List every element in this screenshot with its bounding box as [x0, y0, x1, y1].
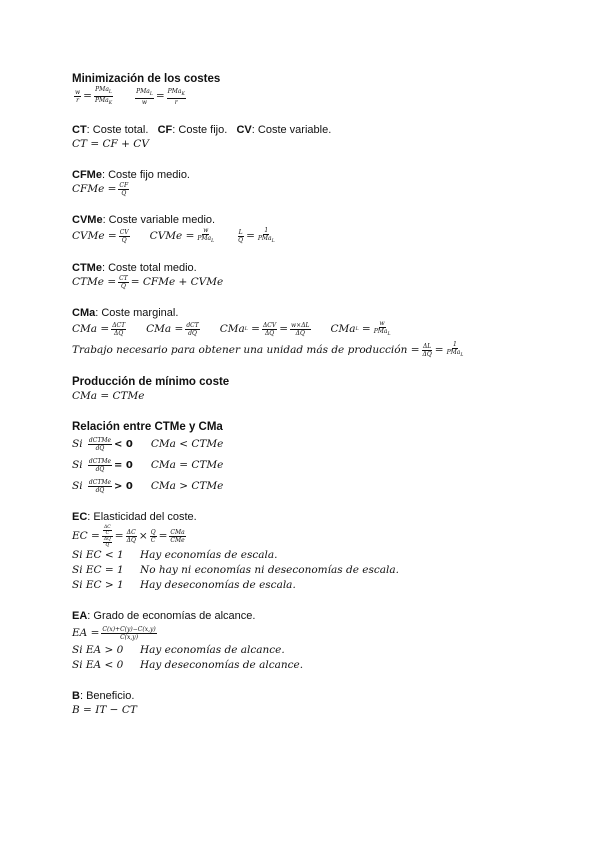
definition-cvme: CVMe: Coste variable medio.: [72, 214, 216, 226]
formula-beneficio: B = IT − CT: [72, 704, 137, 716]
formula-ea: EA = $\frac{C(x)+C(y)-C(x,y)}{C(x,y)}$: [72, 625, 156, 641]
section-title-relacion: Relación entre CTMe y CMa: [72, 421, 223, 433]
formula-cma: CMa = $\frac{\text{ΔCT}}{\Delta Q}$ CMa = $\frac{\text{dCT}}{dQ}$ CMa L = $\frac{\text{ΔCV}}{\Delta Q}$ = $\frac{w\times\Delta L}{\Delta Q}$ CMa L = $\frac{w}{PMa_L}$: [72, 320, 391, 337]
ec-row: Si EC = 1 No hay ni economías ni deseconomías de escala.: [72, 564, 399, 576]
formula-trabajo-necesario: Trabajo necesario para obtener una unidad más de producción = $\frac{\Delta L}{\Delta Q}$ = $\frac{1}{PMa_L}$: [72, 341, 464, 358]
definition-cfme: CFMe: Coste fijo medio.: [72, 169, 190, 181]
definition-ec: EC: Elasticidad del coste.: [72, 511, 197, 523]
definition-beneficio: B: Beneficio.: [72, 690, 135, 702]
formula-ctme: CTMe = $\frac{CT}{Q}$ = CFMe + CVMe: [72, 275, 224, 290]
definition-ea: EA: Grado de economías de alcance.: [72, 610, 256, 622]
definition-ctme: CTMe: Coste total medio.: [72, 262, 197, 274]
document-page: [72, 72, 542, 718]
definition-cma: CMa: Coste marginal.: [72, 307, 179, 319]
fraction-w-r: $\frac{w}{r}$: [75, 89, 81, 104]
ec-row: Si EC > 1 Hay deseconomías de escala.: [72, 579, 296, 591]
ec-row: Si EC < 1 Hay economías de escala.: [72, 549, 278, 561]
fraction-pmal-pmak: $\frac{PMa_L}{PMa_K}$: [94, 86, 113, 106]
section-title-produccion: Producción de mínimo coste: [72, 376, 230, 388]
ea-row: Si EA > 0 Hay economías de alcance.: [72, 644, 285, 656]
formula-cfme: CFMe = $\frac{CF}{Q}$: [72, 182, 129, 197]
formula-ct: CT = CF + CV: [72, 138, 149, 150]
formula-produccion: CMa = CTMe: [72, 390, 145, 402]
definitions-ct-cf-cv: CT: Coste total. CF: Coste fijo. CV: Coste variable.: [72, 124, 332, 136]
relacion-row: Si $\frac{\text{dCTMe}}{dQ}$ < 0 CMa < CTMe: [72, 437, 224, 452]
relacion-rows: [72, 434, 542, 497]
ea-row: Si EA < 0 Hay deseconomías de alcance.: [72, 659, 304, 671]
formula-minimizacion: $\frac{w}{r}$ = $\frac{PMa_L}{PMa_K}$ $\frac{PMa_L}{w}$ = $\frac{PMa_K}{r}$: [75, 86, 185, 106]
fraction-pmak-r: $\frac{PMa_K}{r}$: [167, 87, 185, 106]
section-title-minimizacion: Minimización de los costes: [72, 73, 221, 85]
relacion-row: Si $\frac{\text{dCTMe}}{dQ}$ > 0 CMa > CTMe: [72, 479, 224, 494]
relacion-row: Si $\frac{\text{dCTMe}}{dQ}$ = 0 CMa = CTMe: [72, 458, 224, 473]
formula-cvme: CVMe = $\frac{CV}{Q}$ CVMe = $\frac{w}{PMa_L}$ $\frac{L}{Q}$ = $\frac{1}{PMa_L}$: [72, 227, 275, 244]
fraction-pmal-w: $\frac{PMa_L}{w}$: [136, 87, 153, 106]
formula-ec: EC = $\frac{\frac{\Delta C}{C}}{\frac{\Delta Q}{Q}}$ = $\frac{\Delta C}{\Delta Q}$ × $\frac{Q}{C}$ = $\frac{\text{CMa}}{\text{CMe}}$: [72, 524, 185, 548]
